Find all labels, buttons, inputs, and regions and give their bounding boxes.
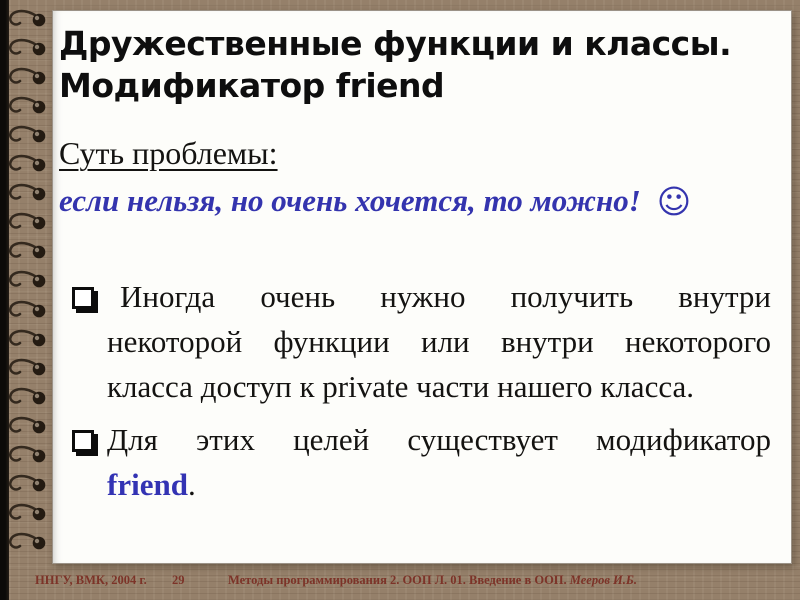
spiral-ring-icon xyxy=(5,182,51,206)
spiral-ring-icon xyxy=(5,211,51,235)
bullet-text-line: friend. xyxy=(107,467,196,502)
problem-heading: Суть проблемы: xyxy=(59,135,278,171)
footer-organization: ННГУ, ВМК, 2004 г. xyxy=(35,573,147,587)
spiral-ring-icon xyxy=(5,531,51,555)
footer-author: Мееров И.Б. xyxy=(569,573,637,587)
spiral-ring-icon xyxy=(5,8,51,32)
notebook-page xyxy=(52,10,792,564)
spiral-ring-icon xyxy=(5,502,51,526)
quote-text: если нельзя, но очень хочется, то можно! xyxy=(59,183,641,218)
spiral-ring-icon xyxy=(5,473,51,497)
slide-title xyxy=(59,23,771,107)
spiral-ring-icon xyxy=(5,240,51,264)
bullet-square-icon xyxy=(72,287,94,309)
slide-title-line2: Модификатор friend xyxy=(59,66,445,105)
spiral-ring-icon xyxy=(5,66,51,90)
spiral-ring-icon xyxy=(5,328,51,352)
smiley-icon: ☺ xyxy=(656,182,692,221)
slide-number: 29 xyxy=(172,573,185,587)
bullet-square-icon xyxy=(72,430,94,452)
bullet-text-line: Иногда очень нужно получить внутри xyxy=(120,279,771,314)
bullet-text-line: некоторой функции или внутри некоторого xyxy=(107,324,771,359)
bullet-item xyxy=(73,417,771,507)
spiral-ring-icon xyxy=(5,386,51,410)
spiral-binding xyxy=(0,0,60,600)
quote-line xyxy=(59,179,771,224)
slide-content xyxy=(53,11,791,507)
spiral-ring-icon xyxy=(5,444,51,468)
footer-course: Методы программирования 2. ООП Л. 01. Введение в ООП. xyxy=(228,573,567,587)
spiral-ring-icon xyxy=(5,95,51,119)
bullet-item xyxy=(73,274,771,409)
spiral-ring-icon xyxy=(5,415,51,439)
spiral-ring-icon xyxy=(5,269,51,293)
spiral-ring-icon xyxy=(5,124,51,148)
bullet-list xyxy=(73,274,771,507)
spiral-ring-icon xyxy=(5,37,51,61)
footer xyxy=(0,562,800,600)
spiral-ring-icon xyxy=(5,153,51,177)
spiral-ring-icon xyxy=(5,299,51,323)
bullet-text-line: Для этих целей существует модификатор xyxy=(107,422,771,457)
footer-course-line xyxy=(228,573,637,588)
slide-title-line1: Дружественные функции и классы. xyxy=(59,24,732,63)
bullet-text-line: класса доступ к private части нашего класса. xyxy=(107,369,694,404)
spiral-ring-icon xyxy=(5,357,51,381)
